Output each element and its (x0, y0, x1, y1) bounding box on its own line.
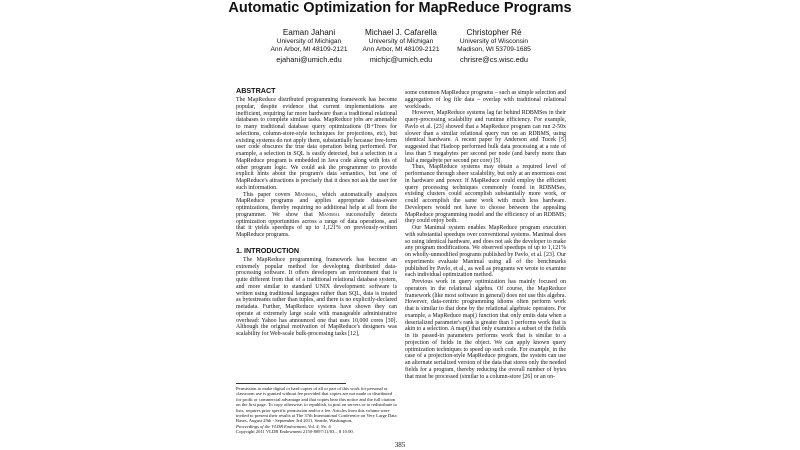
permission-notice: Permission to make digital or hard copies of all or part of this work for personal or classroom use is granted without fee provided that copies are not made or distributed for profit or commercial advantage and that copies bear this notice and the full citation on the first page. To copy otherwise, to republish, to post on servers or to redistribute to lists, requires prior specific permission and/or a fee. Articles from this volume were invited to present their results at The 37th International Conference on Very Large Data Bases, August 29th - September 3rd 2011, Seattle, Washington. (236, 386, 397, 424)
copyright-footnote (236, 386, 397, 435)
abstract-text: successfully detects optimization opportunities across a range of data operations, and that it yields speedups of up to (236, 211, 397, 232)
system-name: Manimal (294, 191, 316, 198)
author-name: Eaman Jahani (282, 28, 336, 37)
author-email: michjc@umich.edu (369, 55, 433, 65)
body-paragraph: However, MapReduce systems lag far behind RDBMSes in their query-processing scalability and runtime efficiency. For example, Pavlo et al. [23] showed that a MapReduce program can run 2-50x slower than a similar relational query run on an RDBMS, using identical hardware. A recent paper by Anderson and Tucek [5] suggested that Hadoop performed bulk data processing at a rate of less than 5 megabytes per second per node (and barely more than half a megabyte per second per core) [5]. (405, 110, 566, 164)
body-paragraph: some common MapReduce programs – such as simple selection and aggregation of log file data – overlap with traditional relational workloads. (405, 90, 566, 110)
abstract-paragraph-2 (236, 192, 397, 239)
author-affiliation: University of Michigan (276, 38, 342, 45)
body-paragraph: Our Manimal system enables MapReduce program execution with substantial speedups over conventional systems. Manimal does so using identical hardware, and does not ask the developer to make any program modifications. We observed speedups of up to 1,121% on wholly-unmodified programs published by Pavlo, et al. [23]. Our experiments evaluate Manimal using all of the benchmarks published by Pavlo, et al., as well as programs we wrote to examine each individual optimization method. (405, 225, 566, 279)
introduction-paragraph: The MapReduce programming framework has become an extremely popular method for developing distributed data-processing software. It offers developers an environment that is quite different from that of a traditional relational database system, and more similar to standard UNIX development: software is written using traditional languages rather than SQL, data is treated as bytestreams rather than tuples, and there is no explicitly-declared metadata. Further, MapReduce systems have shown they can operate at extremely large scale with manageable administrative overhead: Yahoo has announced one that uses 10,000 cores [30]. Although the original motivation of MapReduce's designers was scalability for Web-scale bulk-processing tasks [12], (236, 256, 397, 337)
author-affiliation: University of Michigan (368, 38, 434, 45)
page-number: 385 (394, 441, 406, 449)
abstract-text: , which automatically analyzes MapReduce programs and applies appropriate data-aware optimizations, thereby requiring no additional help at all from the programmer. We show that (236, 191, 397, 218)
body-paragraph: Previous work in query optimization has mainly focused on operators in the relational algebra. Of course, the MapReduce framework (like most software in general) does not use this algebra. However, data-centric programming idioms often perform work that is similar to that done by the relational algebraic operators. For example, a MapReduce map() function that only emits data when a deserialized parameter's rank is greater than 1 performs work that is akin to a selection. A map() that only examines a subset of the fields in its passed-in parameters performs work that is similar to a projection of fields in the object. We can apply known query optimization techniques to speed up such code. For example, in the case of a projection-style MapReduce program, the system can use an alternate serialized version of the data that stores only the needed fields for a program, thereby reducing the overall number of bytes that must be processed (similar to a column-store [26] or an on- (405, 279, 566, 380)
right-column (405, 90, 566, 380)
footnote-rule (236, 383, 346, 384)
proceedings-line: Proceedings of the VLDB Endowment, Vol. 4, No. 6 (236, 423, 331, 429)
abstract-paragraph-1: The MapReduce distributed programming framework has become popular, despite evidence that current implementations are inefficient, requiring far more hardware than a traditional relational databases to complete similar tasks. MapReduce jobs are amenable to many traditional database query optimizations (B+Trees for selections, column-store-style techniques for projections, etc), but existing systems do not apply them, substantially because free-form user code obscures the true data operation being performed. For example, a selection in SQL is easily detected, but a selection in a MapReduce program is embedded in Java code along with lots of other program logic. We could ask the programmer to provide explicit hints about the program's data semantics, but one of MapReduce's attractions is precisely that it does not ask the user for such information. (236, 97, 397, 191)
system-name: Manimal (318, 211, 341, 218)
left-column (236, 86, 397, 338)
author-block-3 (429, 28, 559, 65)
speedup-value: 1,121% (322, 225, 341, 232)
author-name: Christopher Ré (466, 28, 522, 37)
introduction-heading: 1. INTRODUCTION (236, 245, 300, 255)
author-address: Madison, WI 53709-1685 (457, 45, 531, 53)
body-paragraph: Thus, MapReduce systems may obtain a required level of performance through sheer scalability, but only at an enormous cost in hardware and power. If MapReduce could employ the efficient query processing techniques commonly found in RDBMSes, existing clusters could accomplish substantially more work, or could accomplish the same work with much less hardware. Developers would not have to choose between the appealing MapReduce programming model and the efficiency of an RDBMS; they could enjoy both. (405, 164, 566, 225)
author-address: Ann Arbor, MI 48109-2121 (362, 45, 440, 53)
author-address: Ann Arbor, MI 48109-2121 (270, 45, 348, 53)
copyright-line: Copyright 2011 VLDB Endowment 2150-8097/11/03... $ 10.00. (236, 429, 354, 435)
paper-title: Automatic Optimization for MapReduce Programs (228, 0, 572, 16)
author-affiliation: University of Wisconsin (459, 38, 529, 45)
abstract-text: This paper covers (243, 191, 295, 198)
abstract-text: on previously-written MapReduce programs. (236, 225, 397, 238)
author-email: chrisre@cs.wisc.edu (460, 55, 528, 65)
author-email: ejahani@umich.edu (276, 55, 342, 65)
author-name: Michael J. Cafarella (365, 28, 437, 37)
abstract-heading: ABSTRACT (236, 86, 276, 95)
